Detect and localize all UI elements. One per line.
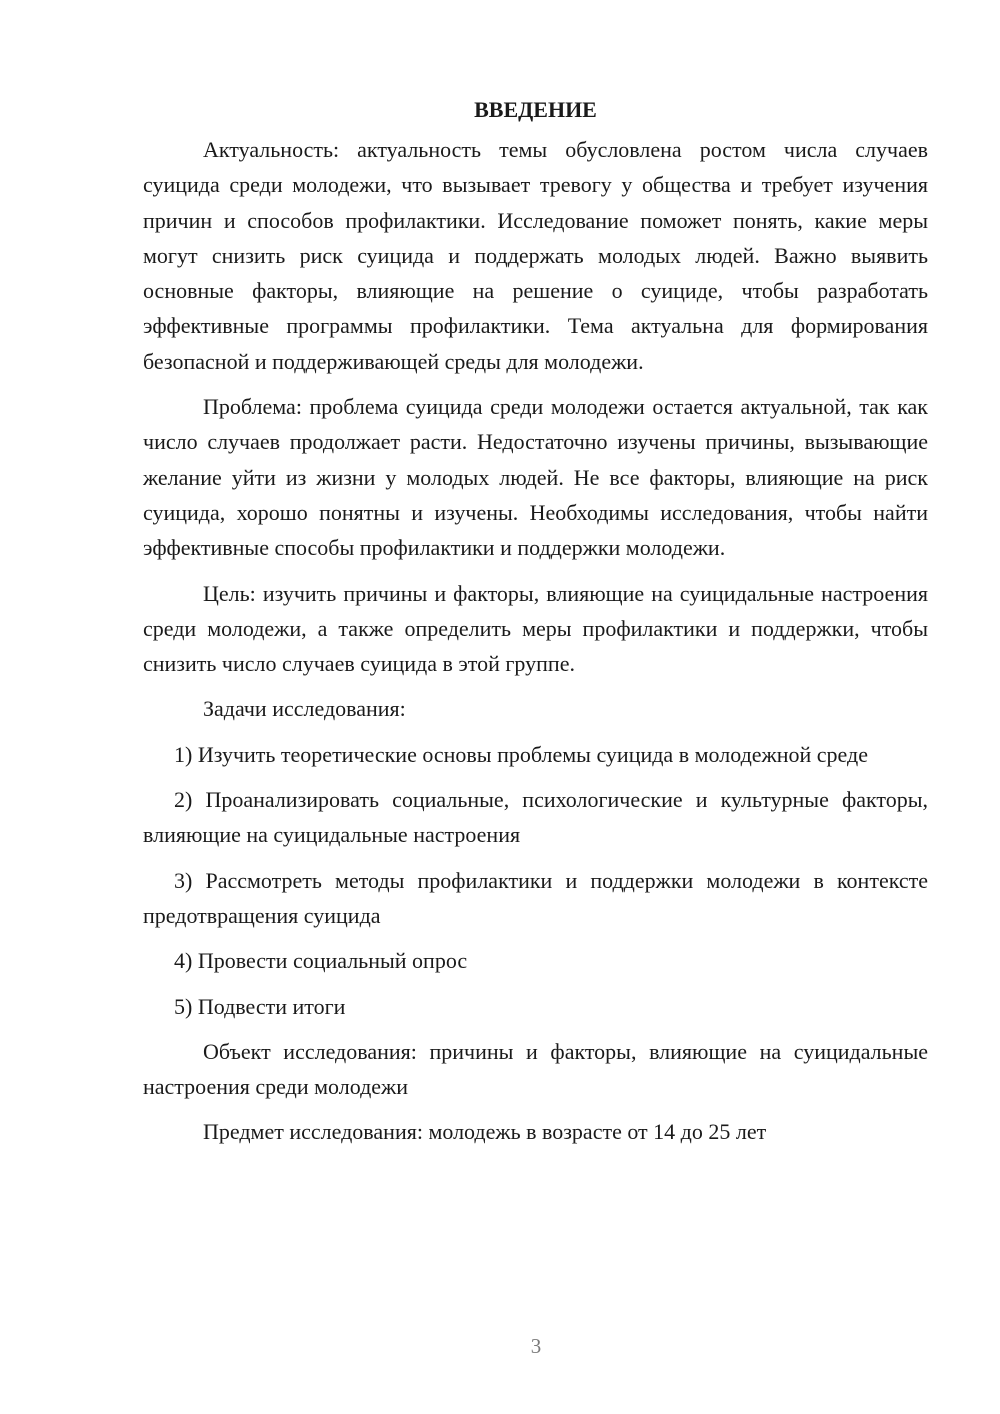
task-item: 5) Подвести итоги [174,993,346,1019]
problem-paragraph: Проблема: проблема суицида среди молодежи остается актуальной, так как число случаев продолжает расти. Недостаточно изучены причины, вызывающие желание уйти из жизни у молодых людей. Не все факторы, влияющие на риск суицида, хорошо понятны и изучены. Необходимы исследования, чтобы найти эффективные способы профилактики и поддержки молодежи. [143,394,928,561]
task-item: 1) Изучить теоретические основы проблемы суицида в молодежной среде [174,741,868,767]
relevance-paragraph: Актуальность: актуальность темы обусловлена ростом числа случаев суицида среди молодежи, что вызывает тревогу у общества и требует изучения причин и способов профилактики. Исследование поможет понять, какие меры могут снизить риск суицида и поддержать молодых людей. Важно выявить основные факторы, влияющие на решение о суициде, чтобы разработать эффективные программы профилактики. Тема актуальна для формирования безопасной и поддерживающей среды для молодежи. [143,137,928,374]
task-item: 4) Провести социальный опрос [174,948,468,974]
goal-paragraph: Цель: изучить причины и факторы, влияющие на суицидальные настроения среди молодежи, а также определить меры профилактики и поддержки, чтобы снизить число случаев суицида в этой группе. [143,580,928,677]
subject-paragraph: Предмет исследования: молодежь в возрасте от 14 до 25 лет [203,1119,767,1145]
task-item: 2) Проанализировать социальные, психологические и культурные факторы, влияющие на суицидальные настроения [143,787,928,848]
section-title: ВВЕДЕНИЕ [474,97,597,122]
page-number: 3 [530,1334,542,1358]
tasks-heading: Задачи исследования: [203,696,406,722]
object-paragraph: Объект исследования: причины и факторы, влияющие на суицидальные настроения среди молодежи [143,1038,928,1100]
task-item: 3) Рассмотреть методы профилактики и поддержки молодежи в контексте предотвращения суицида [143,867,928,928]
document-page [143,95,928,1160]
